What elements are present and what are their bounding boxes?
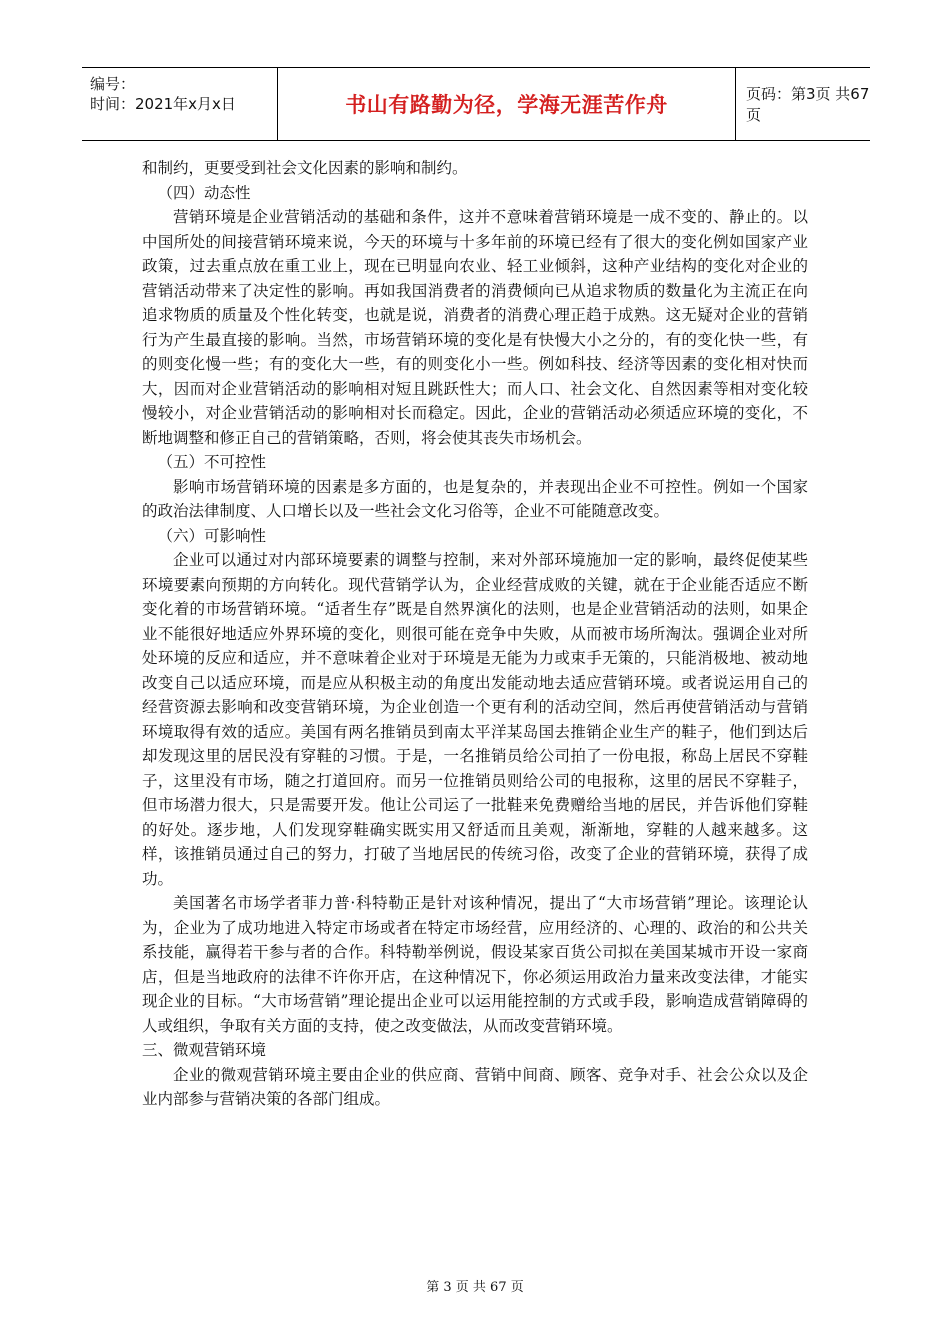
paragraph-9: 企业的微观营销环境主要由企业的供应商、营销中间商、顾客、竞争对手、社会公众以及企业内部参与营销决策的各部门组成。	[142, 1065, 808, 1108]
paragraph-2: 营销环境是企业营销活动的基础和条件，这并不意味着营销环境是一成不变的、静止的。以中国所处的间接营销环境来说，今天的环境与十多年前的环境已经有了很大的变化例如国家产业政策，过去重点放在重工业上，现在已明显向农业、轻工业倾斜，这种产业结构的变化对企业的营销活动带来了决定性的影响。再如我国消费者的消费倾向已从追求物质的数量化为主流正在向追求物质的质量及个性化转变，也就是说，消费者的消费心理正趋于成熟。这无疑对企业的营销行为产生最直接的影响。当然，市场营销环境的变化是有快慢大小之分的，有的变化快一些，有的则变化慢一些；有的变化大一些，有的则变化小一些。例如科技、经济等因素的变化相对快而大，因而对企业营销活动的影响相对短且跳跃性大；而人口、社会文化、自然因素等相对变化较慢较小，对企业营销活动的影响相对长而稳定。因此，企业的营销活动必须适应环境的变化，不断地调整和修正自己的营销策略，否则，将会使其丧失市场机会。	[142, 208, 808, 447]
page-info: 页码：第3页 共67页	[746, 85, 870, 124]
header-motto-cell	[278, 68, 736, 140]
number-label: 编号：	[90, 75, 136, 93]
motto-text: 书山有路勤为径，学海无涯苦作舟	[345, 93, 668, 117]
page-header	[82, 67, 870, 141]
header-meta-cell	[82, 68, 278, 140]
page-footer	[0, 1276, 950, 1295]
section-heading-dynamic: （四）动态性	[157, 183, 251, 202]
paragraph-7: 美国著名市场学者菲力普·科特勒正是针对该种情况，提出了“大市场营销”理论。该理论认为，企业为了成功地进入特定市场或者在特定市场经营，应用经济的、心理的、政治的和公共关系技能，赢得若干参与者的合作。科特勒举例说，假设某家百货公司拟在美国某城市开设一家商店，但是当地政府的法律不许你开店，在这种情况下，你必须运用政治力量来改变法律，才能实现企业的目标。“大市场营销”理论提出企业可以运用能控制的方式或手段，影响造成营销障碍的人或组织，争取有关方面的支持，使之改变做法，从而改变营销环境。	[142, 894, 808, 1035]
paragraph-0: 和制约，更要受到社会文化因素的影响和制约。	[142, 159, 468, 177]
section-heading-uncontrollable: （五）不可控性	[157, 453, 267, 471]
section-heading-micro-environment: 三、微观营销环境	[142, 1041, 267, 1059]
paragraph-6: 企业可以通过对内部环境要素的调整与控制，来对外部环境施加一定的影响，最终促使某些环境要素向预期的方向转化。现代营销学认为，企业经营成败的关键，就在于企业能否适应不断变化着的市场营销环境。“适者生存”既是自然界演化的法则，也是企业营销活动的法则，如果企业不能很好地适应外界环境的变化，则很可能在竞争中失败，从而被市场所淘汰。强调企业对所处环境的反应和适应，并不意味着企业对于环境是无能为力或束手无策的，只能消极地、被动地改变自己以适应环境，而是应从积极主动的角度出发能动地去适应营销环境。或者说运用自己的经营资源去影响和改变营销环境，为企业创造一个更有利的活动空间，然后再使营销活动与营销环境取得有效的适应。美国有两名推销员到南太平洋某岛国去推销企业生产的鞋子，他们到达后却发现这里的居民没有穿鞋的习惯。于是，一名推销员给公司拍了一份电报，称岛上居民不穿鞋子，这里没有市场，随之打道回府。而另一位推销员则给公司的电报称，这里的居民不穿鞋子，但市场潜力很大，只是需要开发。他让公司运了一批鞋来免费赠给当地的居民，并告诉他们穿鞋的好处。逐步地，人们发现穿鞋确实既实用又舒适而且美观，渐渐地，穿鞋的人越来越多。这样，该推销员通过自己的努力，打破了当地居民的传统习俗，改变了企业的营销环境，获得了成功。	[142, 551, 808, 888]
header-page-cell	[736, 68, 870, 140]
paragraph-4: 影响市场营销环境的因素是多方面的，也是复杂的，并表现出企业不可控性。例如一个国家的政治法律制度、人口增长以及一些社会文化习俗等，企业不可能随意改变。	[142, 477, 808, 520]
time-label: 时间：2021年x月x日	[90, 95, 236, 113]
section-heading-influenceable: （六）可影响性	[157, 526, 267, 545]
footer-page-number: 第 3 页 共 67 页	[426, 1280, 524, 1295]
document-body	[142, 156, 808, 1112]
